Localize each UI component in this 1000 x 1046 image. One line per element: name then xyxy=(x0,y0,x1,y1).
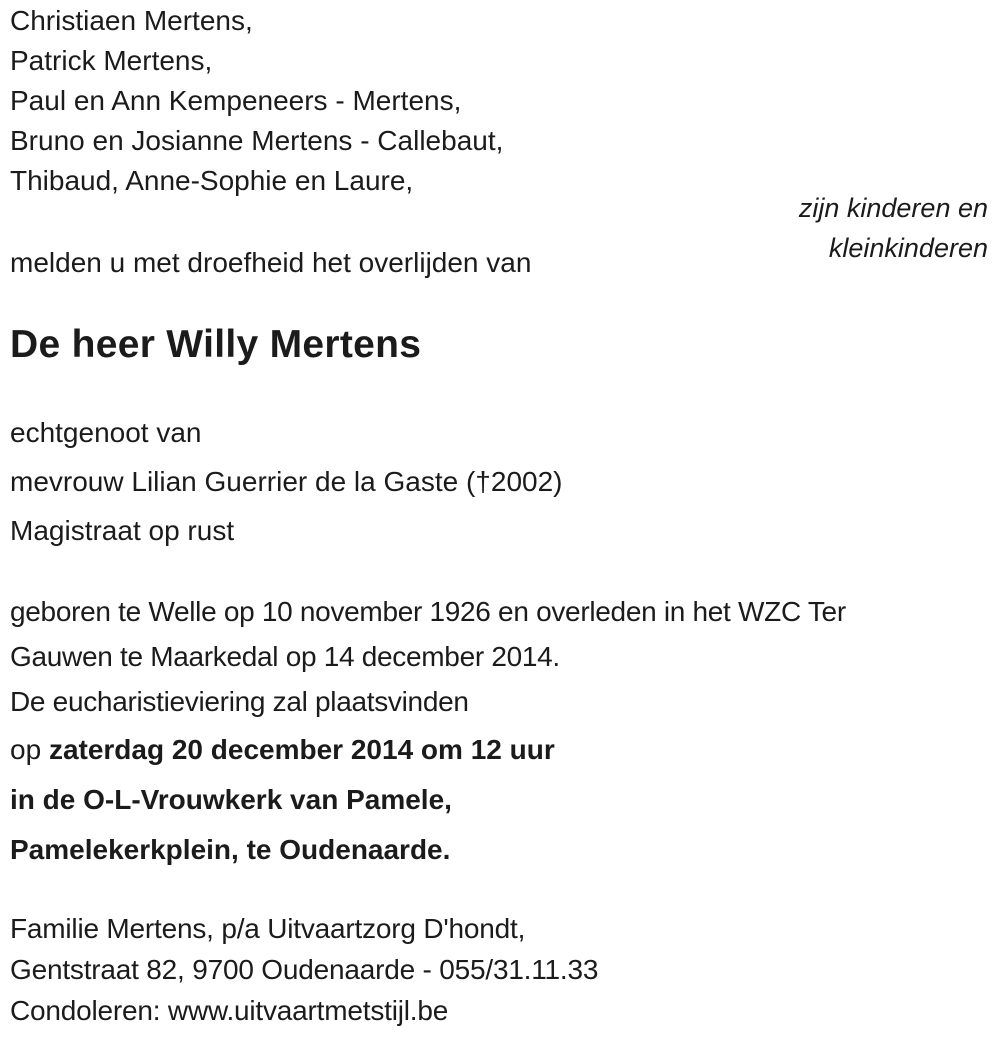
spouse-intro: echtgenoot van xyxy=(10,417,202,448)
announcers-block xyxy=(10,1,503,201)
service-location-line: Pamelekerkplein, te Oudenaarde. xyxy=(10,834,451,865)
relation-block xyxy=(799,188,988,268)
service-datetime-line xyxy=(10,725,555,775)
deceased-name: De heer Willy Mertens xyxy=(10,323,422,366)
condolence-website-line: Condoleren: www.uitvaartmetstijl.be xyxy=(10,995,449,1026)
service-prefix: op xyxy=(10,734,49,765)
announcer-name: Patrick Mertens, xyxy=(10,45,213,76)
spouse-block xyxy=(10,408,562,555)
service-block xyxy=(10,725,555,875)
ceremony-intro: De eucharistieviering zal plaatsvinden xyxy=(10,686,469,717)
service-location-line: in de O-L-Vrouwkerk van Pamele, xyxy=(10,784,452,815)
announcer-name: Paul en Ann Kempeneers - Mertens, xyxy=(10,85,462,116)
relation-line: zijn kinderen en xyxy=(798,193,988,223)
service-datetime: zaterdag 20 december 2014 om 12 uur xyxy=(48,734,555,765)
life-block xyxy=(10,589,846,724)
contact-address-line: Gentstraat 82, 9700 Oudenaarde - 055/31.11.33 xyxy=(10,954,599,985)
birth-death-line: Gauwen te Maarkedal op 14 december 2014. xyxy=(10,641,560,672)
announcement-text: melden u met droefheid het overlijden van xyxy=(10,247,532,278)
contact-block xyxy=(10,908,598,1031)
spouse-name: mevrouw Lilian Guerrier de la Gaste (†2002) xyxy=(10,466,563,497)
contact-family-line: Familie Mertens, p/a Uitvaartzorg D'hondt, xyxy=(10,913,526,944)
birth-death-line: geboren te Welle op 10 november 1926 en overleden in het WZC Ter xyxy=(10,596,846,627)
former-title: Magistraat op rust xyxy=(10,515,235,546)
relation-line: kleinkinderen xyxy=(828,233,988,263)
announcer-name: Thibaud, Anne-Sophie en Laure, xyxy=(10,165,414,196)
announcer-name: Bruno en Josianne Mertens - Callebaut, xyxy=(10,125,504,156)
announcer-name: Christiaen Mertens, xyxy=(10,5,253,36)
